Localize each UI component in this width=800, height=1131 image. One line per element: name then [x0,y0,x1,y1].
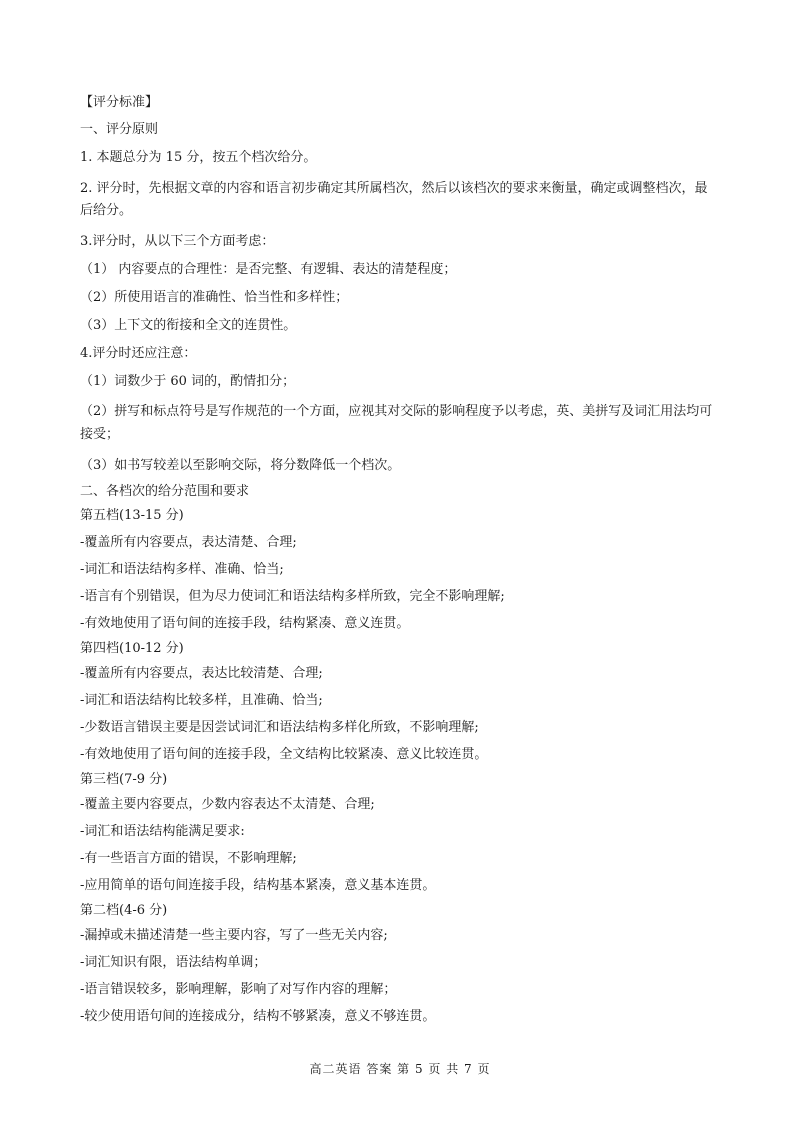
rule-1: 1. 本题总分为 15 分，按五个档次给分。 [80,150,317,165]
level-item: -覆盖所有内容要点，表达清楚、合理; [80,535,297,550]
doc-title: 【评分标准】 [80,95,159,110]
level-item: -少数语言错误主要是因尝试词汇和语法结构多样化所致，不影响理解; [80,720,479,735]
level-item: -应用简单的语句间连接手段，结构基本紧凑，意义基本连贯。 [80,878,436,893]
level-item: -覆盖所有内容要点，表达比较清楚、合理; [80,666,323,681]
level-item: -词汇和语法结构多样、准确、恰当; [80,562,284,577]
level-heading: 第四档(10-12 分) [80,641,184,656]
level-item: -语言有个别错误，但为尽力使词汇和语法结构多样所致，完全不影响理解; [80,589,505,604]
level-heading: 第二档(4-6 分) [80,903,168,918]
rule-4-item: （2）拼写和标点符号是写作规范的一个方面，应视其对交际的影响程度予以考虑，英、美拼写及词汇用法均可接受； [80,404,713,442]
rule-4-item: （3）如书写较差以至影响交际，将分数降低一个档次。 [80,458,401,473]
document-content [80,94,720,1026]
rule-3: 3.评分时，从以下三个方面考虑： [80,234,275,249]
rule-3-item: （1） 内容要点的合理性：是否完整、有逻辑、表达的清楚程度； [80,262,457,277]
level-heading: 第五档(13-15 分) [80,508,184,523]
level-item: -有效地使用了语句间的连接手段，结构紧凑、意义连贯。 [80,616,410,631]
rule-4: 4.评分时还应注意： [80,346,197,361]
rule-3-item: （2）所使用语言的准确性、恰当性和多样性； [80,290,349,305]
level-item: -语言错误较多，影响理解，影响了对写作内容的理解； [80,982,397,997]
level-item: -较少使用语句间的连接成分，结构不够紧凑，意义不够连贯。 [80,1009,436,1024]
rule-2: 2. 评分时，先根据文章的内容和语言初步确定其所属档次，然后以该档次的要求来衡量，确定或调整档次，最后给分。 [80,181,708,218]
level-item: -漏掉或未描述清楚一些主要内容，写了一些无关内容; [80,928,388,943]
level-item: -覆盖主要内容要点，少数内容表达不太清楚、合理; [80,797,375,812]
level-item: -有一些语言方面的错误，不影响理解; [80,851,297,866]
level-item: -词汇和语法结构能满足要求: [80,824,245,839]
rule-3-item: （3）上下文的衔接和全文的连贯性。 [80,318,297,333]
section-heading-levels: 二、各档次的给分范围和要求 [80,484,250,499]
level-item: -词汇和语法结构比较多样，且准确、恰当; [80,693,323,708]
section-heading-principles: 一、评分原则 [80,122,159,137]
level-item: -有效地使用了语句间的连接手段，全文结构比较紧凑、意义比较连贯。 [80,747,488,762]
rule-4-item: （1）词数少于 60 词的，酌情扣分； [80,374,296,389]
level-item: -词汇知识有限，语法结构单调； [80,955,267,970]
level-heading: 第三档(7-9 分) [80,772,168,787]
page-footer: 高二英语 答案 第 5 页 共 7 页 [309,1062,491,1076]
